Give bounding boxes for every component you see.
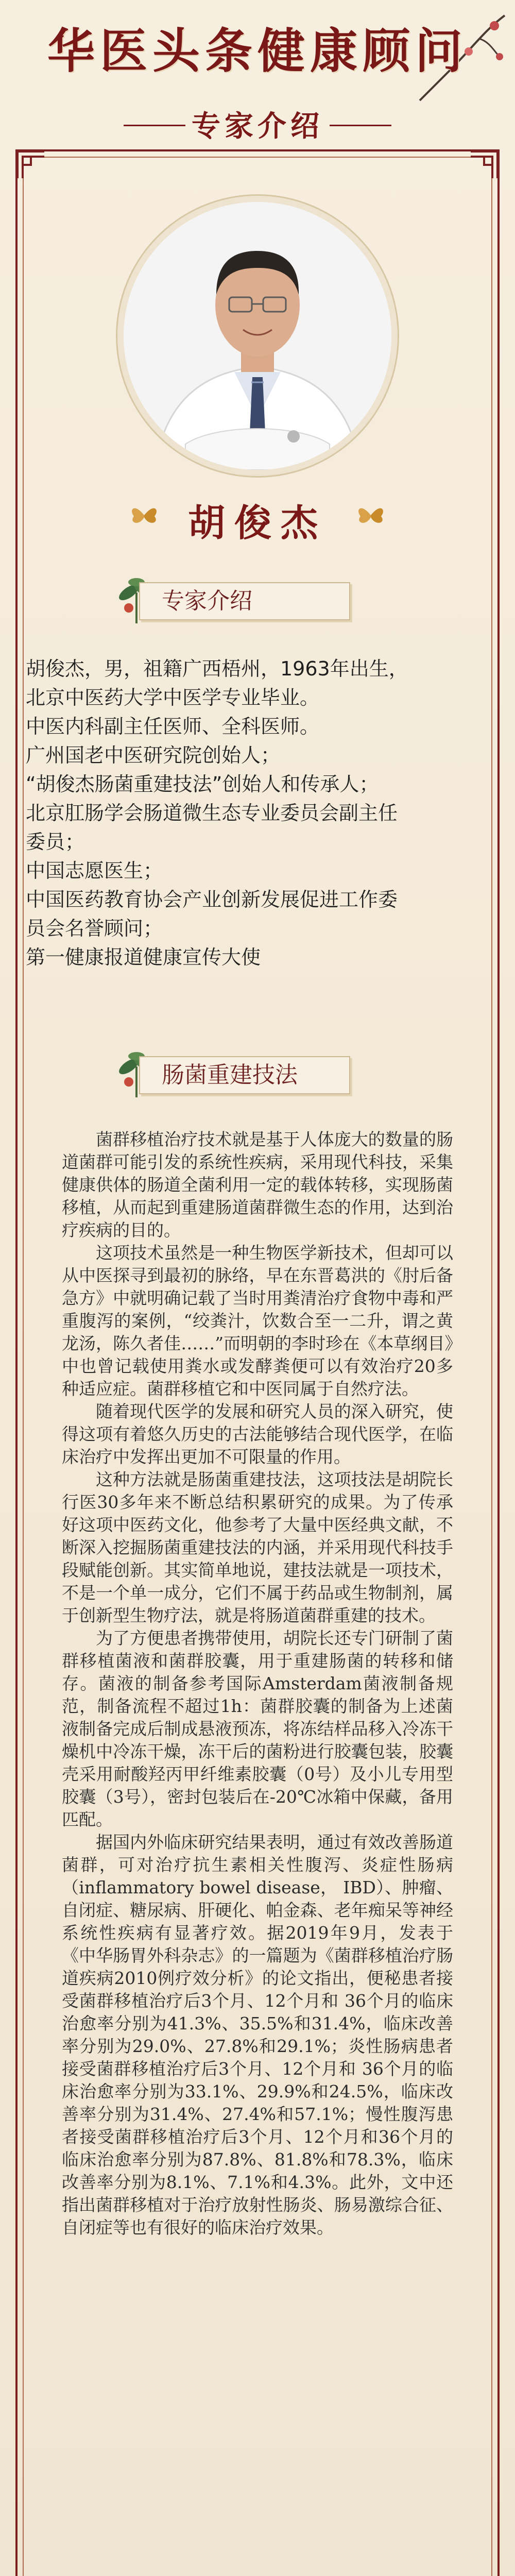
bio-line: 中医内科副主任医师、全科医师。 <box>26 715 320 738</box>
expert-name <box>129 495 386 551</box>
corner-ornament-icon <box>15 149 46 180</box>
doctor-portrait-image <box>124 202 391 470</box>
expert-bio <box>26 654 489 972</box>
article-paragraph: 随着现代医学的发展和研究人员的深入研究，使得这项有着悠久历史的古法能够结合现代医学，在临床治疗中发挥出更加不可限量的作用。 <box>62 1401 453 1467</box>
corner-ornament-icon <box>469 149 500 180</box>
expert-intro-subtitle <box>154 103 360 149</box>
article-paragraph: 据国内外临床研究结果表明，通过有效改善肠道菌群，可对治疗抗生素相关性腹泻、炎症性肠病（inflammatory bowel disease， IBD）、肿瘤、自闭症、糖尿病、肝硬化、帕金森、老年痴呆等神经系统性疾病有显著疗效。据2019年9月，发表于《中华肠胃外科杂志》的一篇题为《菌群移植治疗肠道疾病2010例疗效分析》的论文指出，便秘患者接受菌群移植治疗后3个月、12个月和 36个月的临床治愈率分别为41.3%、35.5%和31.4%，临床改善率分别为29.0%、27.8%和29.1%；炎性肠病患者接受菌群移植治疗后3个月、12个月和 36个月的临床治愈率分别为33.1%、29.9%和24.5%，临床改善率分别为31.4%、27.4%和57.1%；慢性腹泻患者接受菌群移植治疗后3个月、12个月和36个月的临床治愈率分别为87.8%、81.8%和78.3%，临床改善率分别为8.1%、7.1%和4.3%。此外，文中还指出菌群移植对于治疗放射性肠炎、肠易激综合征、自闭症等也有很好的临床治疗效果。 <box>62 1832 453 2238</box>
expert-portrait <box>117 196 398 476</box>
article-paragraph: 这项技术虽然是一种生物医学新技术，但却可以从中医探寻到最初的脉络，早在东晋葛洪的《肘后备急方》中就明确记载了当时用粪清治疗食物中毒和严重腹泻的案例，“绞粪汁，饮数合至一二升，谓之黄龙汤，陈久者佳……”而明朝的李时珍在《本草纲目》中也曾记载使用粪水或发酵粪便可以有效治疗20多种适应症。菌群移植它和中医同属于自然疗法。 <box>62 1243 453 1399</box>
section-heading-method <box>108 1051 350 1099</box>
bio-line: 广州国老中医研究院创始人； <box>26 744 281 767</box>
header-banner <box>31 21 484 82</box>
article-paragraph: 这种方法就是肠菌重建技法，这项技法是胡院长行医30多年来不断总结积累研究的成果。为了传承好这项中医药文化，他参考了大量中医经典文献，不断深入挖掘肠菌重建技法的内涵，并采用现代科技手段赋能创新。其实简单地说，建技法就是一项技术，不是一个单一成分，它们不属于药品或生物制剂，属于创新型生物疗法，就是将肠道菌群重建的技术。 <box>62 1469 453 1625</box>
bio-line: 胡俊杰，男，祖籍广西梧州，1963年出生， <box>26 657 408 680</box>
bio-line: 第一健康报道健康宣传大使 <box>26 946 261 969</box>
bio-line: 北京肛肠学会肠道微生态专业委员会副主任 <box>26 802 398 824</box>
page-title: 华医头条健康顾问 <box>47 24 468 79</box>
expert-name-text: 胡俊杰 <box>187 501 327 545</box>
bio-line: 北京中医药大学中医学专业毕业。 <box>26 686 320 709</box>
bio-line: 员会名誉顾问； <box>26 917 163 940</box>
bio-line: 委员； <box>26 831 85 853</box>
divider-line <box>330 125 391 126</box>
article-body <box>62 1128 453 2239</box>
bio-line: 中国志愿医生； <box>26 859 163 882</box>
article-paragraph: 菌群移植治疗技术就是基于人体庞大的数量的肠道菌群可能引发的系统性疾病，采用现代科技，采集健康供体的肠道全菌利用一定的载体转移，实现肠菌移植，从而起到重建肠道菌群微生态的作用，达到治疗疾病的目的。 <box>62 1129 453 1240</box>
section-heading-text: 肠菌重建技法 <box>162 1062 298 1088</box>
bio-line: 中国医药教育协会产业创新发展促进工作委 <box>26 888 398 911</box>
section-heading-text: 专家介绍 <box>162 588 252 614</box>
article-paragraph: 为了方便患者携带使用，胡院长还专门研制了菌群移植菌液和菌群胶囊，用于重建肠菌的转移和储存。菌液的制备参考国际Amsterdam菌液制备规范，制备流程不超过1h：菌群胶囊的制备为上述菌液制备完成后制成悬液预冻，将冻结样品移入冷冻干燥机中冷冻干燥，冻干后的菌粉进行胶囊包装，胶囊壳采用耐酸羟丙甲纤维素胶囊（0号）及小儿专用型胶囊（3号），密封包装后在-20℃冰箱中保藏，备用匹配。 <box>62 1628 453 1829</box>
butterfly-icon <box>355 500 386 531</box>
bio-line: “胡俊杰肠菌重建技法”创始人和传承人； <box>26 773 379 795</box>
subtitle-text: 专家介绍 <box>192 109 323 143</box>
section-heading-intro <box>108 577 350 625</box>
